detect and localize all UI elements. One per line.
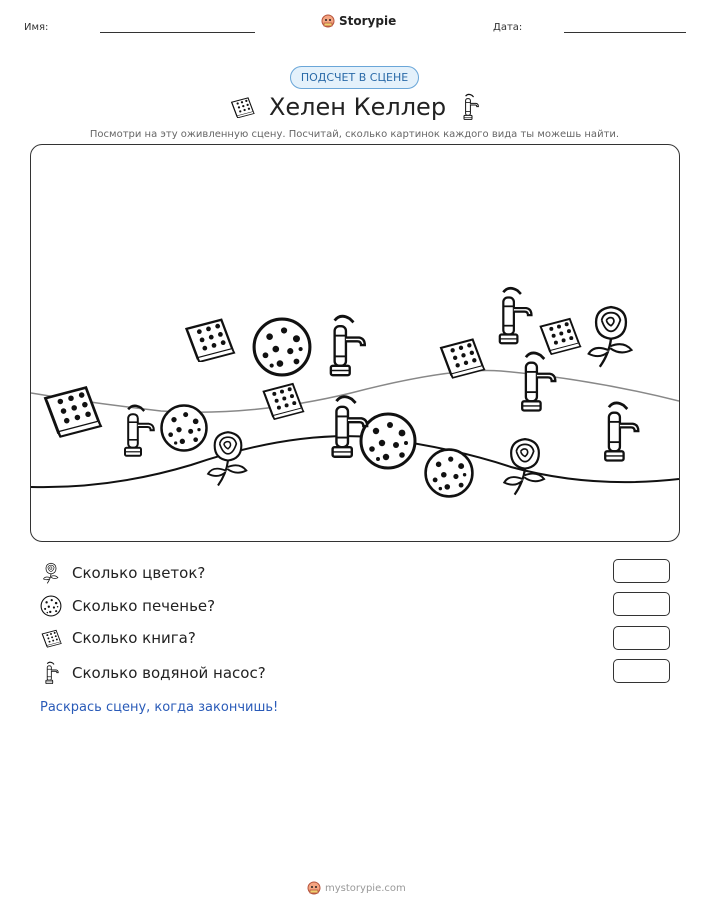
question-row-water-pump	[40, 661, 266, 685]
question-text: Сколько книга?	[72, 629, 196, 647]
scene-rose-icon[interactable]	[203, 427, 253, 489]
scene-book-icon[interactable]	[181, 316, 236, 362]
question-text: Сколько водяной насос?	[72, 664, 266, 682]
scene-rose-icon[interactable]	[499, 434, 551, 498]
name-line[interactable]	[100, 32, 255, 33]
rose-icon	[40, 562, 62, 584]
scene-cookie-icon[interactable]	[159, 403, 209, 453]
scene-water-pump-icon[interactable]	[321, 313, 369, 379]
question-row-cookie	[40, 595, 215, 617]
answer-box-water-pump[interactable]	[613, 659, 670, 683]
scene-water-pump-icon[interactable]	[596, 397, 642, 467]
scene-water-pump-icon[interactable]	[491, 285, 535, 347]
scene-water-pump-icon[interactable]	[117, 403, 157, 459]
date-line[interactable]	[564, 32, 686, 33]
closing-note: Раскрась сцену, когда закончишь!	[40, 700, 279, 715]
instructions: Посмотри на эту оживленную сцену. Посчитай, сколько картинок каждого вида ты можешь найти.	[89, 129, 620, 140]
scene-cookie-icon[interactable]	[251, 316, 313, 378]
counting-scene	[30, 144, 680, 542]
scene-book-icon[interactable]	[259, 380, 305, 420]
activity-badge: ПОДСЧЕТ В СЦЕНЕ	[290, 66, 419, 89]
question-row-flower	[40, 562, 205, 584]
scene-water-pump-icon[interactable]	[513, 349, 559, 415]
page-title: Хелен Келлер	[268, 93, 447, 121]
scene-water-pump-icon[interactable]	[323, 393, 371, 461]
storypie-logo-icon	[321, 14, 335, 28]
storypie-logo-icon	[307, 881, 321, 895]
water-pump-icon	[460, 93, 480, 121]
cookie-icon	[40, 595, 62, 617]
scene-book-icon[interactable]	[39, 382, 103, 438]
scene-book-icon[interactable]	[436, 335, 486, 379]
question-text: Сколько цветок?	[72, 564, 206, 582]
water-pump-icon	[40, 661, 62, 685]
name-label: Имя:	[24, 22, 49, 33]
footer	[307, 881, 406, 895]
answer-box-cookie[interactable]	[613, 592, 670, 616]
brand	[321, 14, 396, 28]
answer-box-flower[interactable]	[613, 559, 670, 583]
book-icon	[229, 96, 255, 118]
scene-cookie-icon[interactable]	[423, 447, 475, 499]
brand-name: Storypie	[339, 14, 397, 28]
question-text: Сколько печенье?	[72, 597, 216, 615]
scene-rose-icon[interactable]	[583, 302, 639, 370]
date-label: Дата:	[493, 22, 523, 33]
footer-url[interactable]: mystorypie.com	[325, 882, 406, 894]
answer-box-book[interactable]	[613, 626, 670, 650]
book-icon	[40, 628, 62, 648]
question-row-book	[40, 628, 196, 648]
